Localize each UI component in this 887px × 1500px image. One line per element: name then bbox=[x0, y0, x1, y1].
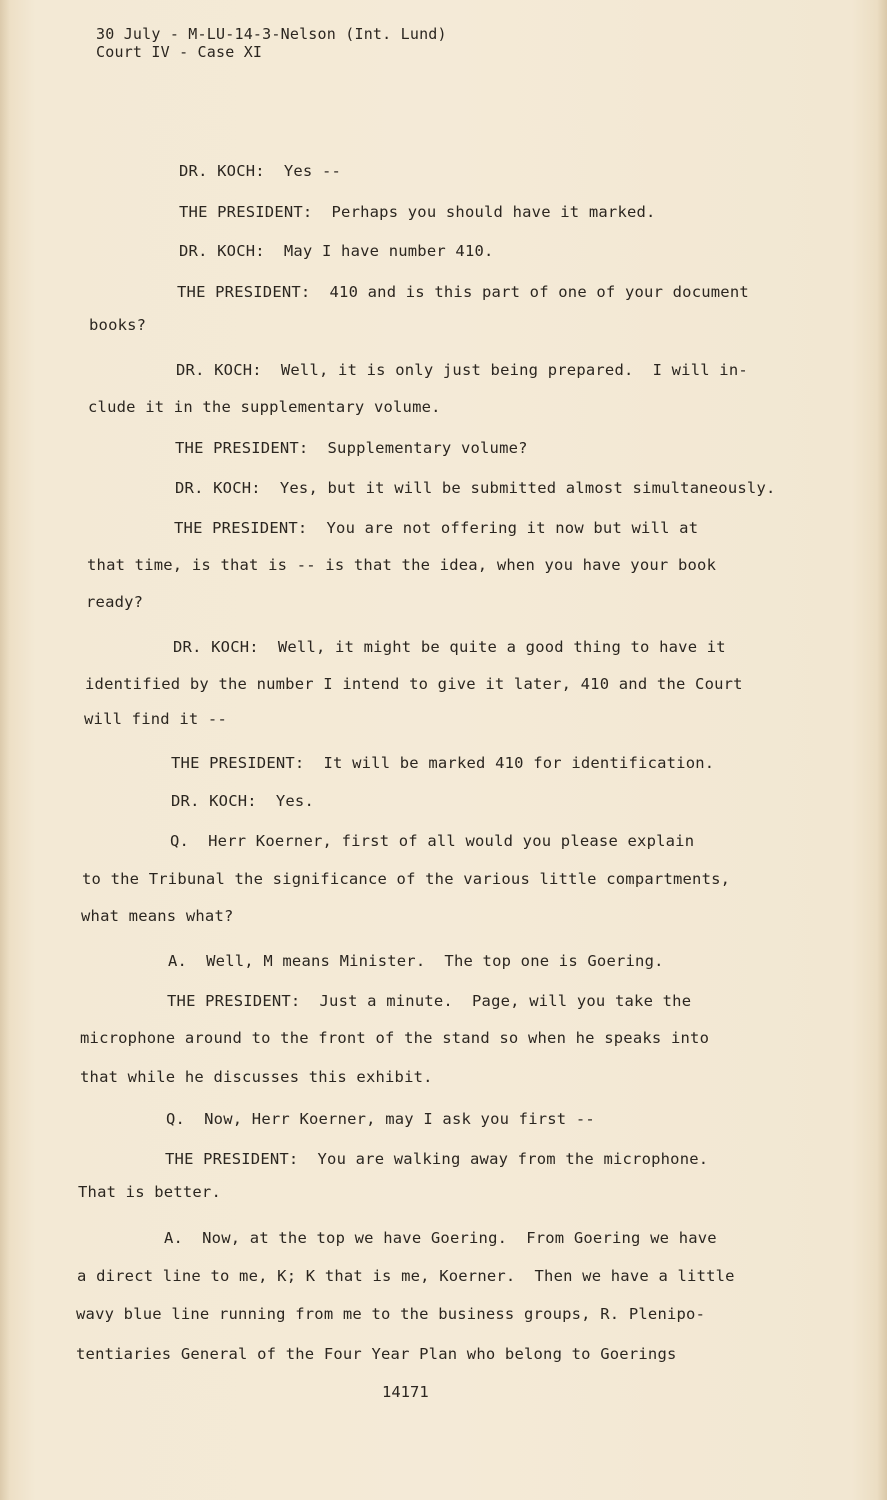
transcript-line: THE PRESIDENT: You are walking away from the microphone. bbox=[165, 1150, 709, 1168]
transcript-line: books? bbox=[89, 316, 147, 334]
transcript-line: to the Tribunal the significance of the various little compartments, bbox=[82, 870, 731, 888]
transcript-line: what means what? bbox=[81, 907, 234, 925]
header-line-2: Court IV - Case XI bbox=[96, 43, 263, 61]
transcript-line: tentiaries General of the Four Year Plan who belong to Goerings bbox=[76, 1345, 677, 1363]
transcript-line: that time, is that is -- is that the idea, when you have your book bbox=[87, 556, 717, 574]
transcript-line: that while he discusses this exhibit. bbox=[80, 1068, 433, 1086]
transcript-line: DR. KOCH: May I have number 410. bbox=[179, 242, 494, 260]
transcript-line: That is better. bbox=[78, 1183, 221, 1201]
transcript-line: clude it in the supplementary volume. bbox=[88, 398, 441, 416]
transcript-line: DR. KOCH: Yes, but it will be submitted almost simultaneously. bbox=[175, 479, 776, 497]
transcript-line: DR. KOCH: Well, it might be quite a good thing to have it bbox=[173, 638, 726, 656]
transcript-line: A. Now, at the top we have Goering. From Goering we have bbox=[164, 1229, 717, 1247]
transcript-line: ready? bbox=[86, 593, 144, 611]
transcript-line: THE PRESIDENT: It will be marked 410 for identification. bbox=[171, 754, 715, 772]
transcript-line: identified by the number I intend to give it later, 410 and the Court bbox=[85, 675, 743, 693]
transcript-line: Q. Herr Koerner, first of all would you please explain bbox=[170, 832, 695, 850]
transcript-line: Q. Now, Herr Koerner, may I ask you first -- bbox=[166, 1110, 595, 1128]
header-line-1: 30 July - M-LU-14-3-Nelson (Int. Lund) bbox=[96, 25, 447, 43]
transcript-line: THE PRESIDENT: Perhaps you should have it marked. bbox=[179, 203, 656, 221]
transcript-line: a direct line to me, K; K that is me, Koerner. Then we have a little bbox=[77, 1267, 735, 1285]
transcript-line: THE PRESIDENT: 410 and is this part of one of your document bbox=[177, 283, 749, 301]
transcript-line: microphone around to the front of the stand so when he speaks into bbox=[80, 1029, 710, 1047]
transcript-line: will find it -- bbox=[84, 710, 227, 728]
transcript-line: A. Well, M means Minister. The top one is Goering. bbox=[168, 952, 664, 970]
transcript-line: THE PRESIDENT: Supplementary volume? bbox=[175, 439, 528, 457]
transcript-line: DR. KOCH: Yes -- bbox=[179, 162, 342, 180]
transcript-line: wavy blue line running from me to the business groups, R. Plenipo- bbox=[76, 1305, 706, 1323]
right-edge-shadow bbox=[877, 0, 887, 1500]
transcript-line: THE PRESIDENT: You are not offering it now but will at bbox=[174, 519, 699, 537]
page-number: 14171 bbox=[382, 1383, 429, 1401]
transcript-line: DR. KOCH: Well, it is only just being prepared. I will in- bbox=[176, 361, 748, 379]
transcript-line: THE PRESIDENT: Just a minute. Page, will you take the bbox=[167, 992, 692, 1010]
transcript-line: DR. KOCH: Yes. bbox=[171, 792, 314, 810]
left-edge-shadow bbox=[0, 0, 10, 1500]
